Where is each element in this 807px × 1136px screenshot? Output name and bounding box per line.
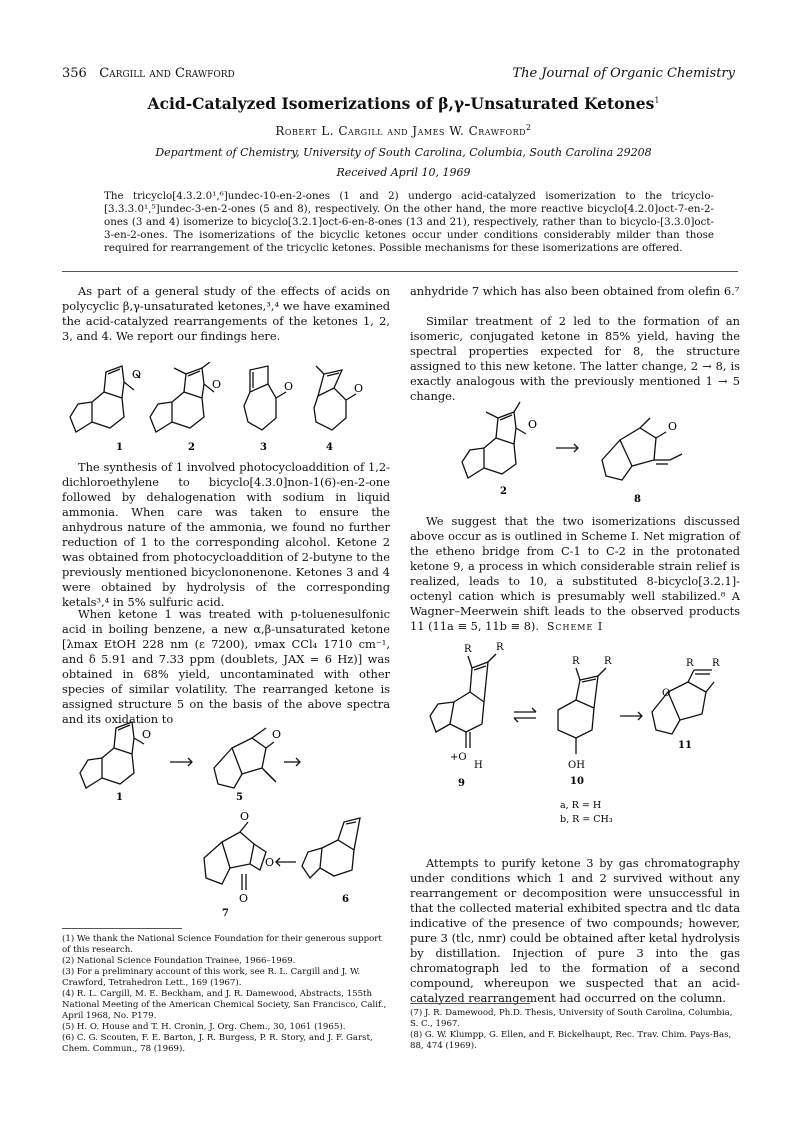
compound-label: 6 xyxy=(342,894,349,905)
protonated-oxygen: +O xyxy=(450,752,467,763)
right-para-2: Similar treatment of 2 led to the formation of an isomeric, conjugated ketone in 85% yield, having the spectral properties expected for 8, the structure assigned to this new ketone. The latter change, 2 → 8, is exactly analogous with the previously mentioned 1 → 5 change. xyxy=(410,314,740,403)
r-group: R xyxy=(686,658,694,669)
r-group: R xyxy=(604,656,612,667)
footnote-rule-left xyxy=(62,928,182,929)
footnotes-left xyxy=(62,934,390,1055)
r-group: R xyxy=(496,642,504,653)
footnote: (2) National Science Foundation Trainee, 1966–1969. xyxy=(62,956,296,966)
scheme-title: Scheme I xyxy=(546,620,604,633)
page-number: 356 xyxy=(62,66,87,81)
compound-label: 10 xyxy=(570,776,584,787)
figure-2-to-8 xyxy=(410,398,740,508)
footnote-rule-right xyxy=(410,1003,530,1004)
scheme-I xyxy=(410,636,740,846)
compound-label: 9 xyxy=(458,778,465,789)
carbonyl-o-1b: O xyxy=(142,728,152,741)
scheme-legend-a: a, R = H xyxy=(560,800,602,811)
r-group: R xyxy=(572,656,580,667)
article-authors: Robert L. Cargill and James W. Crawford$^2$ xyxy=(275,123,532,138)
article-title: Acid-Catalyzed Isomerizations of β,γ-Unsaturated Ketones$^1$ xyxy=(147,94,660,113)
compound-label: 4 xyxy=(326,442,333,453)
compound-label: 1 xyxy=(116,792,123,803)
footnote: (5) H. O. House and T. H. Cronin, J. Org. Chem., 30, 1061 (1965). xyxy=(62,1022,346,1032)
compound-label: 7 xyxy=(222,908,229,918)
carbonyl-o-5: O xyxy=(272,728,282,741)
figure-oxidation-scheme xyxy=(62,718,392,918)
scheme-legend-b: b, R = CH₃ xyxy=(560,814,613,825)
compound-label: 2 xyxy=(188,442,195,453)
footnote: (3) For a preliminary account of this work, see R. L. Cargill and J. W. Crawford, Tetrahedron Lett., 169 (1967). xyxy=(62,967,361,988)
compound-label: 5 xyxy=(236,792,243,803)
carbonyl-o-7a: O xyxy=(240,810,250,823)
running-head-journal: The Journal of Organic Chemistry xyxy=(512,66,735,81)
footnotes-right xyxy=(410,1008,740,1052)
compound-label: 2 xyxy=(500,486,507,497)
right-para-1: anhydride 7 which has also been obtained from olefin 6.⁷ xyxy=(410,284,740,298)
left-para-2: The synthesis of 1 involved photocycloaddition of 1,2-dichloroethylene to bicyclo[4.3.0]non-1(6)-en-2-one followed by dehalogenation with sodium in liquid ammonia. When care was taken to ensure the anhydrous nature of the ammonia, we found no further reduction of 1 to the corresponding alcohol. Ketone 2 was obtained from photocycloaddition of 2-butyne to the previously mentioned bicyclononenone. Ketones 3 and 4 were obtained by hydrolysis of the corresponding ketals³,⁴ in 5% sulfuric acid. xyxy=(62,460,390,609)
left-para-1: As part of a general study of the effects of acids on polycyclic β,γ-unsaturated ketones,³,⁴ we have examined the acid-catalyzed rearrangements of the ketones 1, 2, 3, and 4. We report our findings here. xyxy=(62,284,390,343)
carbonyl-o-2b: O xyxy=(528,418,538,431)
r-group: R xyxy=(712,658,720,669)
compound-label: 11 xyxy=(678,740,692,751)
footnote: (6) C. G. Scouten, F. E. Barton, J. R. Burgess, P. R. Story, and J. F. Garst, Chem. Commun., 78 (1969). xyxy=(62,1033,373,1054)
running-head-authors: Cargill and Crawford xyxy=(99,66,235,81)
carbonyl-o-8: O xyxy=(668,420,678,433)
right-para-4: Attempts to purify ketone 3 by gas chromatography under conditions which 1 and 2 survived without any rearrangement or decomposition were unsuccessful in that the collected material exhibited spectra and tlc data indicative of the presence of two compounds; however, pure 3 (tlc, nmr) could be obtained after ketal hydrolysis by distillation. Injection of pure 3 into the gas chromatograph led to the formation of a second compound, whereupon we suspected that an acid-catalyzed rearrangement had occurred on the column. xyxy=(410,856,740,1005)
footnote: (8) G. W. Klumpp, G. Ellen, and F. Bickelhaupt, Rec. Trav. Chim. Pays-Bas, 88, 474 (1969). xyxy=(410,1030,732,1051)
left-para-3: When ketone 1 was treated with p-toluenesulfonic acid in boiling benzene, a new α,β-unsaturated ketone [λmax EtOH 228 nm (ε 7200), νmax CCl₄ 1710 cm⁻¹, and δ 5.91 and 7.33 ppm (doublets, JAX = 6 Hz)] was obtained in 68% yield, uncontaminated with other species of similar volatility. The rearranged ketone is assigned structure 5 on the basis of the above spectra and its oxidation to xyxy=(62,607,390,726)
abstract-rule xyxy=(62,271,738,272)
proton-h: H xyxy=(474,760,483,771)
compound-label: 1 xyxy=(116,442,123,453)
abstract: The tricyclo[4.3.2.0¹,⁶]undec-10-en-2-ones (1 and 2) undergo acid-catalyzed isomerization to the tricyclo-[3.3.3.0¹,⁵]undec-3-en-2-ones (5 and 8), respectively. On the other hand, the more reactive bicyclo[4.2.0]oct-7-en-2-ones (3 and 4) isomerize to bicyclo[3.2.1]oct-6-en-8-ones (13 and 21), respectively, rather than to bicyclo-[3.3.0]oct-3-en-2-ones. The isomerizations of the bicyclic ketones occur under conditions considerably milder than those required for rearrangement of the tricyclic ketones. Possible mechanisms for these isomerizations are offered. xyxy=(104,190,714,254)
received-date: Received April 10, 1969 xyxy=(336,166,471,179)
carbonyl-o-4: O xyxy=(354,382,364,395)
footnote: (7) J. R. Damewood, Ph.D. Thesis, University of South Carolina, Columbia, S. C., 1967. xyxy=(410,1008,733,1029)
r-group: R xyxy=(464,644,472,655)
footnote: (1) We thank the National Science Foundation for their generous support of this research. xyxy=(62,934,382,955)
compound-label: 3 xyxy=(260,442,267,453)
hydroxyl: OH xyxy=(568,760,585,771)
carbonyl-o-2: O xyxy=(212,378,222,391)
figure-ketones-1-4 xyxy=(62,362,392,454)
carbonyl-o-3: O xyxy=(284,380,294,393)
ring-o-7: O xyxy=(265,856,275,869)
carbonyl-o-11: O xyxy=(662,688,671,699)
carbonyl-o-1: O xyxy=(132,368,142,381)
footnote: (4) R. L. Cargill, M. E. Beckham, and J. R. Damewood, Abstracts, 155th National Meeting of the American Chemical Society, San Francisco, Calif., April 1968, No. P179. xyxy=(62,989,387,1021)
right-para-3: We suggest that the two isomerizations discussed above occur as is outlined in Scheme I. Net migration of the etheno bridge from C-1 to C-2 in the protonated ketone 9, a process in which considerable strain relief is realized, leads to 10, a substituted 8-bicyclo[3.2.1]-octenyl cation which is presumably well stabilized.⁸ A Wagner–Meerwein shift leads to the observed products 11 (11a ≡ 5, 11b ≡ 8). xyxy=(410,514,740,633)
affiliation: Department of Chemistry, University of South Carolina, Columbia, South Carolina 29208 xyxy=(155,146,652,159)
page-header-left xyxy=(62,66,235,81)
carbonyl-o-7b: O xyxy=(239,892,249,905)
compound-label: 8 xyxy=(634,494,641,505)
